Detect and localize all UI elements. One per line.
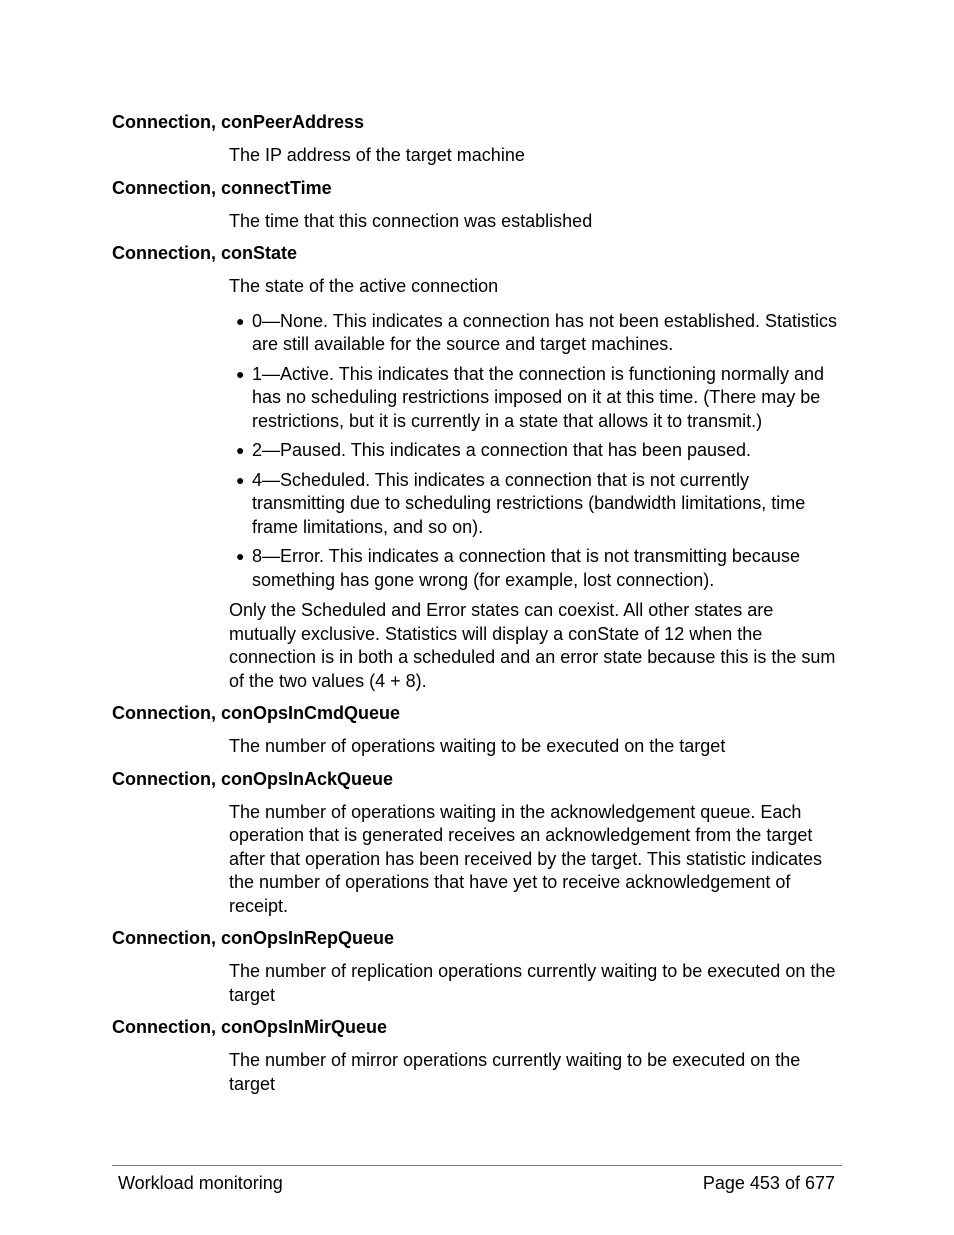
entry-conopsinmirqueue: [112, 1016, 842, 1096]
list-item: [236, 363, 842, 434]
entry-conopsinrepqueue: [112, 927, 842, 1007]
bullet-icon: ●: [236, 365, 245, 382]
entry-definition: The state of the active connection: [229, 276, 499, 296]
entry-term: Connection, conPeerAddress: [112, 112, 365, 132]
list-item-text: 1—Active. This indicates that the connection is functioning normally and has no scheduling restrictions imposed on it at this time. (There may be restrictions, but it is currently in a state that allows it to transmit.): [252, 363, 824, 431]
document-body: [112, 111, 842, 1105]
entry-definition: The number of replication operations currently waiting to be executed on the target: [229, 961, 836, 1005]
footer-section-title: Workload monitoring: [118, 1173, 283, 1193]
footer-divider: [112, 1165, 842, 1166]
list-item-text: 0—None. This indicates a connection has not been established. Statistics are still available for the source and target machines.: [252, 310, 838, 354]
entry-note: Only the Scheduled and Error states can coexist. All other states are mutually exclusive. Statistics will display a conState of 12 when the connection is in both a scheduled and an error state because this is the sum of the two values (4 + 8).: [229, 600, 836, 691]
entry-conopsincmdqueue: [112, 702, 842, 759]
entry-term: Connection, conOpsInCmdQueue: [112, 703, 401, 723]
entry-definition: The number of operations waiting in the acknowledgement queue. Each operation that is generated receives an acknowledgement from the target after that operation has been received by the target. This statistic indicates the number of operations that have yet to receive acknowledgement of receipt.: [229, 801, 823, 916]
bullet-icon: ●: [236, 312, 245, 329]
entry-term: Connection, conOpsInRepQueue: [112, 928, 395, 948]
entry-constate: [112, 242, 842, 693]
list-item: [236, 310, 842, 357]
entry-definition: The IP address of the target machine: [229, 145, 525, 165]
list-item: [236, 469, 842, 540]
entry-conpeeraddress: [112, 111, 842, 168]
list-item-text: 4—Scheduled. This indicates a connection that is not currently transmitting due to scheduling restrictions (bandwidth limitations, time frame limitations, and so on).: [252, 469, 806, 537]
entry-definition: The number of mirror operations currently waiting to be executed on the target: [229, 1050, 801, 1094]
entry-connecttime: [112, 177, 842, 234]
entry-conopsinackqueue: [112, 768, 842, 919]
list-item: [236, 439, 842, 463]
list-item: [236, 545, 842, 592]
list-item-text: 8—Error. This indicates a connection that is not transmitting because something has gone wrong (for example, lost connection).: [252, 546, 800, 590]
list-item-text: 2—Paused. This indicates a connection that has been paused.: [252, 440, 752, 460]
constate-bullet-list: [112, 310, 842, 593]
entry-term: Connection, conState: [112, 243, 298, 263]
entry-term: Connection, conOpsInAckQueue: [112, 768, 394, 789]
entry-term: Connection, connectTime: [112, 177, 332, 198]
bullet-icon: ●: [236, 442, 245, 458]
footer-page-number: Page 453 of 677: [702, 1173, 835, 1193]
entry-definition: The time that this connection was established: [229, 210, 593, 231]
entry-term: Connection, conOpsInMirQueue: [112, 1017, 388, 1037]
bullet-icon: ●: [236, 548, 245, 564]
entry-definition: The number of operations waiting to be executed on the target: [229, 736, 726, 756]
bullet-icon: ●: [236, 471, 245, 488]
